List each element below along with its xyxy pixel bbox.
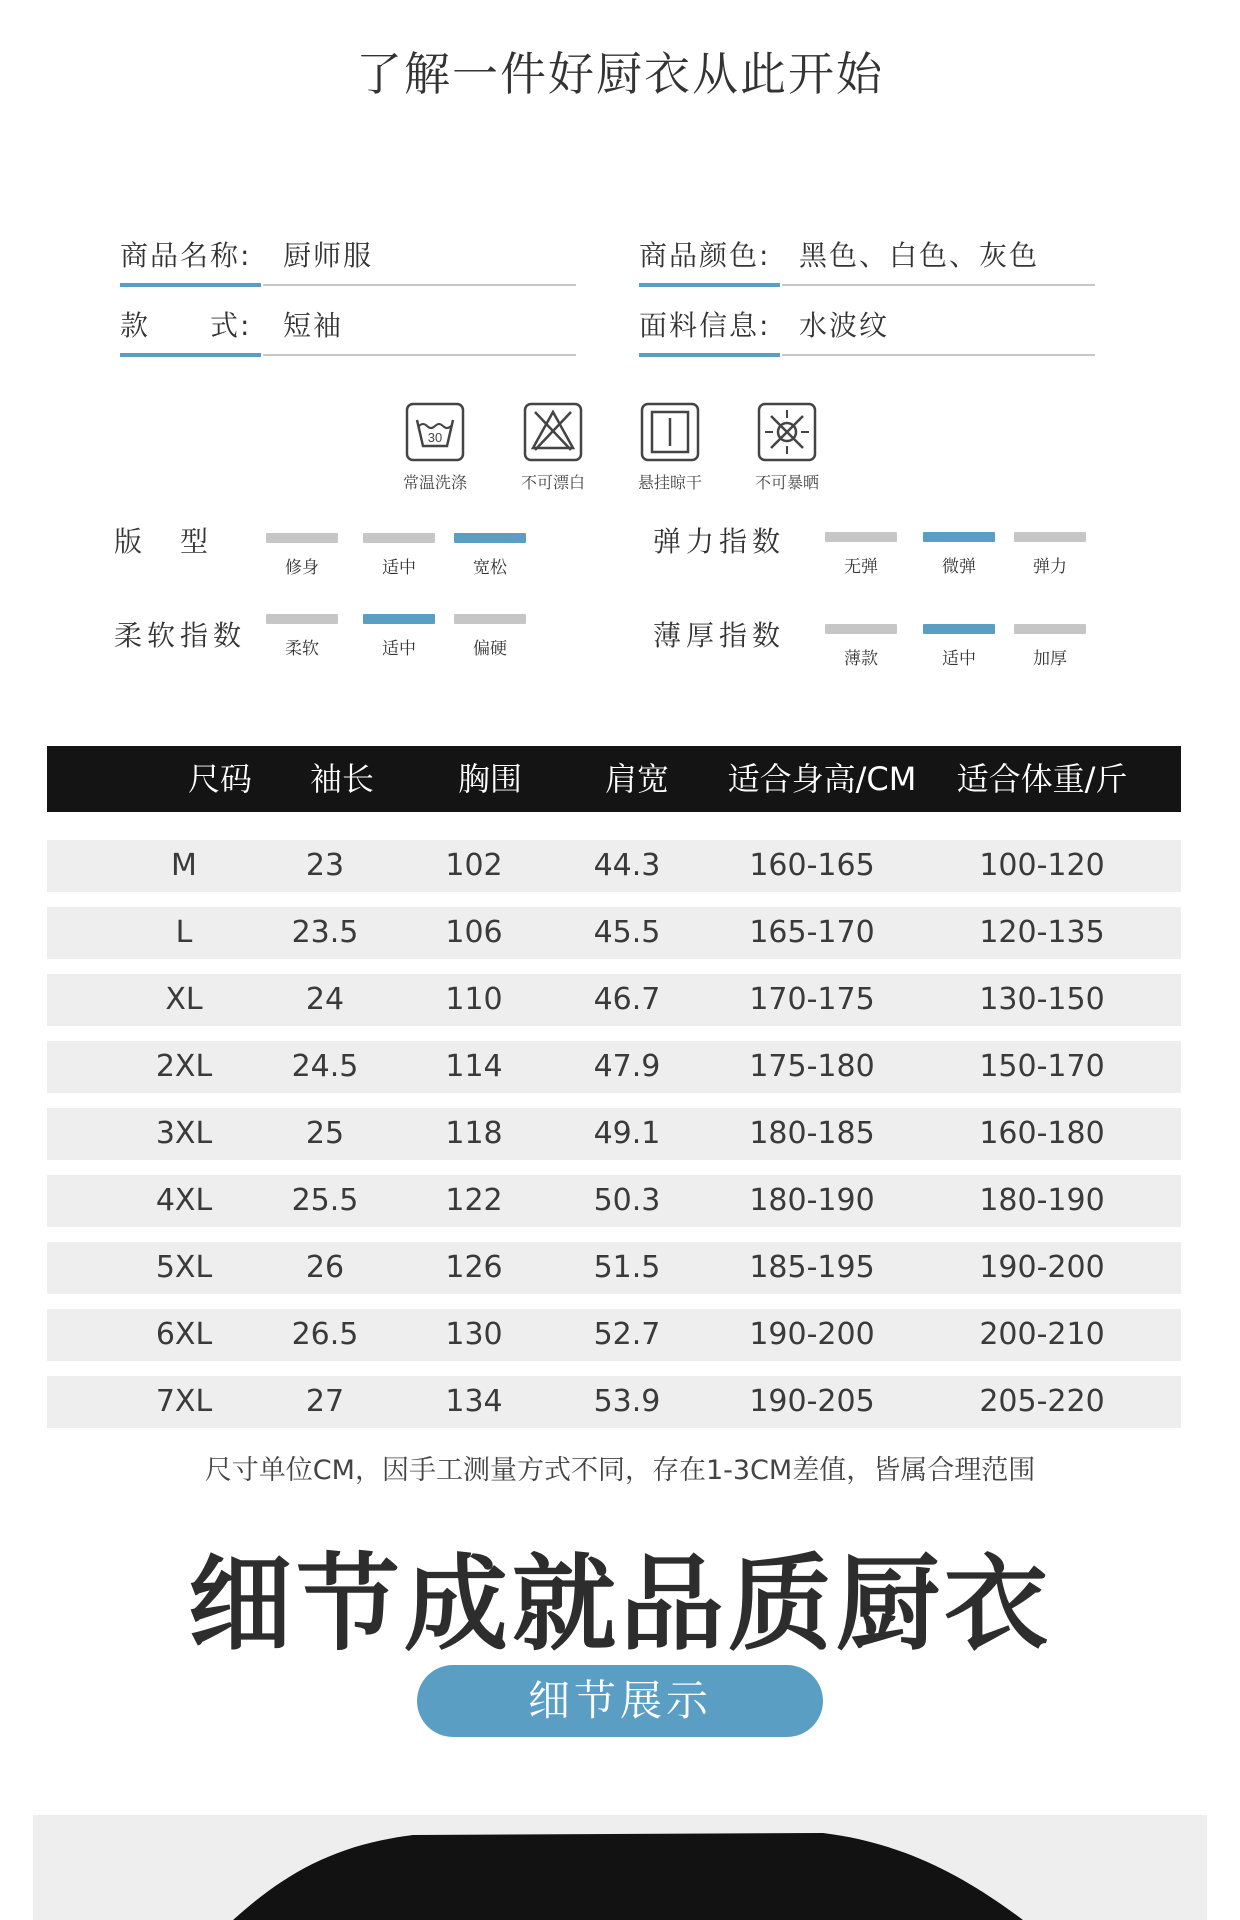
info-field-name	[120, 226, 576, 286]
header-weight: 适合体重/斤	[956, 760, 1128, 798]
index-bar	[266, 533, 338, 543]
cell-height: 180-185	[749, 1116, 875, 1151]
care-label-bleach: 不可漂白	[520, 473, 585, 492]
cell-chest: 122	[445, 1183, 503, 1218]
cell-size: 6XL	[155, 1317, 213, 1352]
cell-size: XL	[165, 982, 203, 1017]
index-bar	[825, 624, 897, 634]
cell-chest: 114	[445, 1049, 503, 1084]
care-item-hang	[620, 402, 720, 493]
divider-accent	[639, 353, 780, 357]
care-label-sun: 不可暴晒	[754, 473, 819, 492]
care-item-wash	[385, 402, 485, 493]
cell-height: 160-165	[749, 848, 875, 883]
size-table-header	[47, 746, 1181, 812]
no-sun-icon	[757, 402, 817, 462]
cell-sleeve: 24	[305, 982, 345, 1017]
info-label-style: 款 式:	[120, 309, 252, 342]
section-subtitle: 了解一件好厨衣从此开始	[356, 47, 884, 101]
info-field-style	[120, 296, 576, 356]
cell-weight: 205-220	[979, 1384, 1105, 1419]
header-shoulder: 肩宽	[604, 760, 669, 798]
index-bar	[825, 532, 897, 542]
cell-shoulder: 49.1	[593, 1116, 661, 1151]
cell-shoulder: 45.5	[593, 915, 661, 950]
divider	[263, 284, 576, 286]
cell-chest: 130	[445, 1317, 503, 1352]
table-row	[47, 974, 1181, 1026]
index-title-fit: 版 型	[114, 525, 214, 558]
cell-sleeve: 23	[305, 848, 345, 883]
index-title-elastic: 弹力指数	[653, 525, 786, 558]
index-option-label: 加厚	[1033, 649, 1067, 669]
info-label-name: 商品名称:	[120, 239, 252, 272]
cell-height: 190-205	[749, 1384, 875, 1419]
detail-button[interactable]: 细节展示	[417, 1665, 823, 1737]
wash-temp-label: 30	[427, 430, 443, 445]
table-row	[47, 1041, 1181, 1093]
hang-dry-icon	[640, 402, 700, 462]
cell-shoulder: 53.9	[593, 1384, 661, 1419]
info-field-fabric	[639, 296, 1095, 356]
cell-weight: 160-180	[979, 1116, 1105, 1151]
divider-accent	[639, 283, 780, 287]
cell-weight: 150-170	[979, 1049, 1105, 1084]
index-option-softness-2	[454, 614, 526, 659]
cell-weight: 200-210	[979, 1317, 1105, 1352]
index-option-label: 弹力	[1033, 557, 1067, 577]
header-size: 尺码	[187, 760, 252, 798]
index-option-thickness-2	[1014, 624, 1086, 669]
index-option-label: 薄款	[844, 649, 878, 669]
table-row	[47, 1309, 1181, 1361]
cell-shoulder: 47.9	[593, 1049, 661, 1084]
cell-weight: 100-120	[979, 848, 1105, 883]
cell-sleeve: 27	[305, 1384, 345, 1419]
product-photo	[33, 1815, 1207, 1920]
index-option-softness-1	[363, 614, 435, 659]
cell-height: 165-170	[749, 915, 875, 950]
cell-height: 175-180	[749, 1049, 875, 1084]
cell-shoulder: 50.3	[593, 1183, 661, 1218]
index-option-label: 柔软	[285, 639, 319, 659]
table-row	[47, 1242, 1181, 1294]
cell-size: 3XL	[155, 1116, 213, 1151]
divider	[782, 354, 1095, 356]
size-note: 尺寸单位CM，因手工测量方式不同，存在1-3CM差值，皆属合理范围	[204, 1455, 1036, 1486]
cell-shoulder: 46.7	[593, 982, 661, 1017]
cell-chest: 106	[445, 915, 503, 950]
table-row	[47, 1175, 1181, 1227]
info-value-name: 厨师服	[283, 239, 374, 272]
cell-chest: 126	[445, 1250, 503, 1285]
cell-chest: 110	[445, 982, 503, 1017]
care-item-bleach	[503, 402, 603, 493]
info-label-color: 商品颜色:	[639, 239, 771, 272]
cell-sleeve: 26	[305, 1250, 345, 1285]
index-option-elastic-2	[1014, 532, 1086, 577]
care-label-hang: 悬挂晾干	[637, 473, 702, 492]
index-option-label: 适中	[942, 649, 976, 669]
divider	[263, 354, 576, 356]
index-option-fit-0	[266, 533, 338, 578]
info-value-style: 短袖	[283, 309, 344, 342]
index-option-elastic-0	[825, 532, 897, 577]
wash-30-icon	[405, 402, 465, 462]
care-label-wash: 常温洗涤	[402, 473, 467, 492]
cell-height: 190-200	[749, 1317, 875, 1352]
index-option-label: 偏硬	[473, 639, 507, 659]
table-row	[47, 840, 1181, 892]
index-option-label: 无弹	[844, 557, 878, 577]
cell-height: 180-190	[749, 1183, 875, 1218]
index-option-label: 宽松	[473, 558, 507, 578]
cell-size: L	[175, 915, 193, 950]
garment-image	[33, 1815, 1207, 1920]
index-bar-selected	[923, 532, 995, 542]
detail-title: 细节成就品质厨衣	[187, 1543, 1052, 1665]
cell-height: 185-195	[749, 1250, 875, 1285]
no-bleach-icon	[523, 402, 583, 462]
index-title-thickness: 薄厚指数	[653, 619, 786, 652]
cell-chest: 134	[445, 1384, 503, 1419]
table-row	[47, 1108, 1181, 1160]
index-option-label: 修身	[285, 558, 319, 578]
cell-chest: 118	[445, 1116, 503, 1151]
cell-height: 170-175	[749, 982, 875, 1017]
cell-weight: 120-135	[979, 915, 1105, 950]
index-bar	[454, 614, 526, 624]
cell-sleeve: 23.5	[291, 915, 359, 950]
cell-size: 7XL	[155, 1384, 213, 1419]
cell-size: 4XL	[155, 1183, 213, 1218]
cell-sleeve: 25	[305, 1116, 345, 1151]
index-bar	[1014, 624, 1086, 634]
info-label-fabric: 面料信息:	[639, 309, 771, 342]
cell-shoulder: 52.7	[593, 1317, 661, 1352]
index-option-thickness-0	[825, 624, 897, 669]
size-table-body	[47, 840, 1181, 1443]
cell-weight: 130-150	[979, 982, 1105, 1017]
cell-shoulder: 44.3	[593, 848, 661, 883]
index-bar	[1014, 532, 1086, 542]
cell-sleeve: 24.5	[291, 1049, 359, 1084]
header-sleeve: 袖长	[309, 760, 374, 798]
cell-size: M	[171, 848, 197, 883]
cell-sleeve: 26.5	[291, 1317, 359, 1352]
divider-accent	[120, 353, 261, 357]
cell-size: 2XL	[155, 1049, 213, 1084]
care-item-sun	[737, 402, 837, 493]
index-option-fit-1	[363, 533, 435, 578]
index-bar-selected	[923, 624, 995, 634]
cell-sleeve: 25.5	[291, 1183, 359, 1218]
cell-weight: 190-200	[979, 1250, 1105, 1285]
index-bar	[266, 614, 338, 624]
table-row	[47, 907, 1181, 959]
divider-accent	[120, 283, 261, 287]
divider	[782, 284, 1095, 286]
index-option-label: 适中	[382, 558, 416, 578]
header-height: 适合身高/CM	[727, 760, 917, 798]
index-option-label: 适中	[382, 639, 416, 659]
info-value-fabric: 水波纹	[799, 309, 890, 342]
cell-shoulder: 51.5	[593, 1250, 661, 1285]
index-option-softness-0	[266, 614, 338, 659]
index-title-softness: 柔软指数	[114, 619, 247, 652]
index-bar-selected	[363, 614, 435, 624]
index-option-label: 微弹	[942, 557, 976, 577]
cell-chest: 102	[445, 848, 503, 883]
info-value-color: 黑色、白色、灰色	[799, 239, 1040, 272]
index-bar-selected	[454, 533, 526, 543]
index-option-elastic-1	[923, 532, 995, 577]
header-chest: 胸围	[457, 760, 522, 798]
index-option-fit-2	[454, 533, 526, 578]
table-row	[47, 1376, 1181, 1428]
size-table	[47, 746, 1181, 1419]
info-field-color	[639, 226, 1095, 286]
index-bar	[363, 533, 435, 543]
cell-size: 5XL	[155, 1250, 213, 1285]
cell-weight: 180-190	[979, 1183, 1105, 1218]
index-option-thickness-1	[923, 624, 995, 669]
